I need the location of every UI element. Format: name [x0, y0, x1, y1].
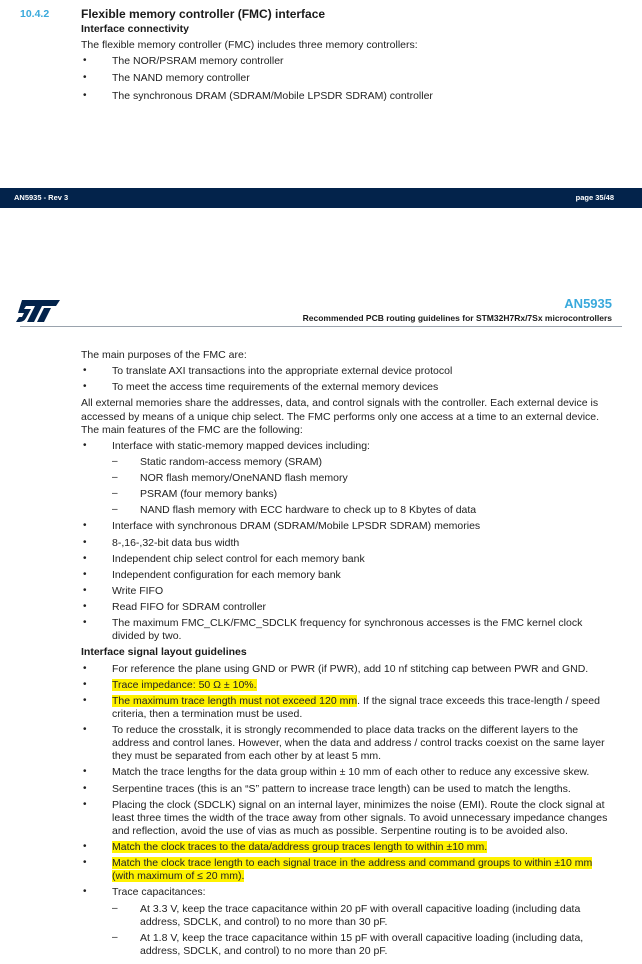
sublist-item: – PSRAM (four memory banks)	[112, 488, 611, 501]
subheading-connectivity: Interface connectivity	[81, 23, 189, 35]
features-intro: The main features of the FMC are the following:	[81, 423, 303, 436]
list-item: • To meet the access time requirements of the external memory devices	[81, 381, 611, 394]
static-memory-sublist	[112, 456, 611, 518]
shared-signals-paragraph: All external memories share the addresses, data, and control signals with the controller. Each external device is accessed by means of a unique chip select. The FMC performs only one access at a time to an external device.	[81, 397, 600, 423]
list-item: • Interface with synchronous DRAM (SDRAM/Mobile LPSDR SDRAM) memories	[81, 520, 611, 533]
header-divider	[20, 326, 622, 327]
guidelines-heading: Interface signal layout guidelines	[81, 646, 247, 659]
list-item	[81, 841, 611, 854]
section-title: Flexible memory controller (FMC) interface	[81, 7, 326, 21]
static-memory-intro: Interface with static-memory mapped devices including:	[112, 439, 370, 452]
sublist-item: – At 1.8 V, keep the trace capacitance within 15 pF with overall capacitive loading (including data, address, SDCLK, and control) to no more than 20 pF.	[112, 932, 611, 958]
header-subtitle: Recommended PCB routing guidelines for STM32H7Rx/7Sx microcontrollers	[302, 313, 612, 323]
list-item	[81, 679, 611, 692]
list-item: • 8-,16-,32-bit data bus width	[81, 537, 611, 550]
highlighted-text: Match the clock traces to the data/address group traces length to within ±10 mm.	[112, 841, 488, 853]
controller-list	[0, 55, 611, 102]
list-item: • For reference the plane using GND or PWR (if PWR), add 10 nf stitching cap between PWR and GND.	[81, 663, 611, 676]
highlighted-text: Match the clock trace length to each signal trace in the address and command groups to within ±10 mm (with maximum of ≤ 20 mm).	[112, 857, 593, 883]
capacitance-intro: Trace capacitances:	[112, 886, 206, 899]
list-item: • The NOR/PSRAM memory controller	[81, 55, 611, 68]
main-body	[81, 349, 611, 958]
features-list	[0, 440, 611, 644]
list-item: • Match the trace lengths for the data group within ± 10 mm of each other to reduce any excessive skew.	[81, 766, 611, 779]
footer-doc-rev: AN5935 - Rev 3	[14, 193, 69, 202]
list-item	[81, 695, 611, 721]
sublist-item: – At 3.3 V, keep the trace capacitance within 20 pF with overall capacitive loading (including data address, SDCLK, and control) to no more than 30 pF.	[112, 903, 611, 929]
sublist-item: – NAND flash memory with ECC hardware to check up to 8 Kbytes of data	[112, 504, 611, 517]
list-item: • To reduce the crosstalk, it is strongly recommended to place data tracks on the different layers to the address and control lanes. However, when the data and address / control tracks coexist on the same layer they must be separated from each other by at least 5 mm.	[81, 724, 611, 763]
guidelines-list	[0, 663, 611, 959]
footer-page-number: page 35/48	[575, 193, 614, 202]
list-item: • Serpentine traces (this is an “S” pattern to increase trace length) can be used to match the lengths.	[81, 783, 611, 796]
list-item: • Independent chip select control for each memory bank	[81, 553, 611, 566]
fmc-intro: The flexible memory controller (FMC) includes three memory controllers:	[81, 39, 418, 52]
list-item: • The synchronous DRAM (SDRAM/Mobile LPSDR SDRAM) controller	[81, 90, 611, 103]
sublist-item: – Static random-access memory (SRAM)	[112, 456, 611, 469]
purposes-intro: The main purposes of the FMC are:	[81, 349, 247, 361]
section-number: 10.4.2	[20, 8, 50, 20]
highlighted-text: The maximum trace length must not exceed 120 mm	[112, 694, 358, 707]
list-item	[81, 857, 611, 883]
purposes-list	[0, 365, 611, 394]
list-item: • Write FIFO	[81, 585, 611, 598]
list-item: • Read FIFO for SDRAM controller	[81, 601, 611, 614]
sublist-item: – NOR flash memory/OneNAND flash memory	[112, 472, 611, 485]
page-footer	[0, 188, 642, 208]
list-item: • To translate AXI transactions into the appropriate external device protocol	[81, 365, 611, 378]
list-item: • The maximum FMC_CLK/FMC_SDCLK frequency for synchronous accesses is the FMC kernel clock divided by two.	[81, 617, 611, 643]
header-doc-number: AN5935	[564, 296, 612, 311]
top-section-body	[81, 23, 611, 103]
list-item: • The NAND memory controller	[81, 72, 611, 85]
highlighted-text: Trace impedance: 50 Ω ± 10%.	[112, 678, 257, 691]
list-item: • Placing the clock (SDCLK) signal on an internal layer, minimizes the noise (EMI). Route the clock signal at least three times the width of the trace away from other signals. To avoid unnecessary impedance changes and reflection, avoid the use of vias as much as possible. Serpentine routing is to be avoided also.	[81, 799, 611, 838]
list-item	[81, 440, 611, 518]
list-item	[81, 886, 611, 958]
st-logo	[16, 298, 62, 324]
list-item-text: . If the signal trace exceeds this trace-length / speed criteria, then a termination must be used.	[112, 694, 600, 720]
list-item: • Independent configuration for each memory bank	[81, 569, 611, 582]
capacitance-sublist	[112, 903, 611, 959]
